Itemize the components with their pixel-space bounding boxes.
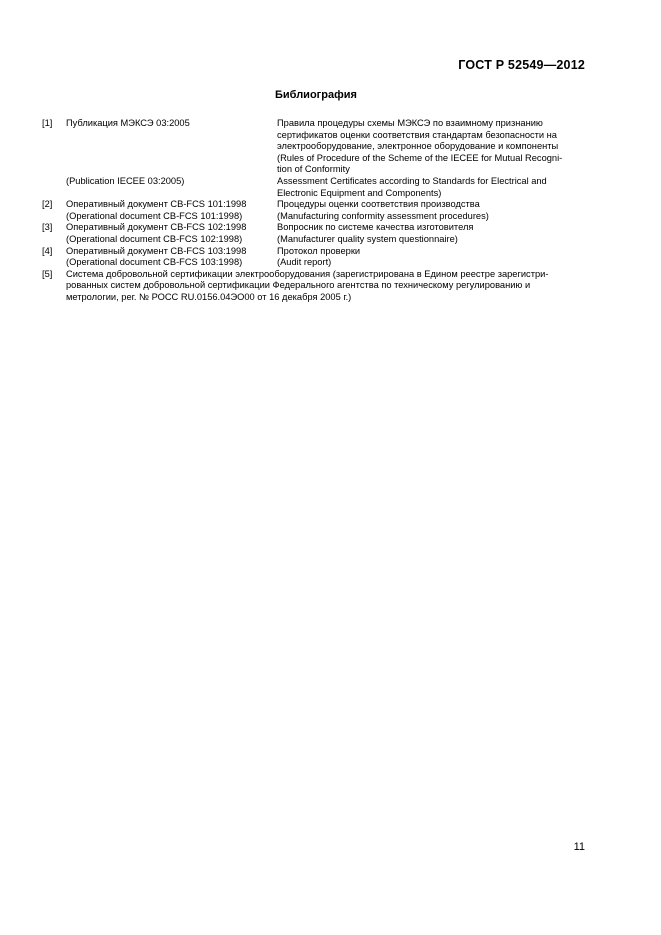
reference-right-text: Electronic Equipment and Components) — [277, 187, 442, 198]
list-item — [42, 246, 587, 269]
reference-right-text: tion of Conformity — [277, 164, 350, 175]
list-item — [42, 269, 587, 304]
reference-number: [4] — [42, 245, 53, 256]
reference-left-text: (Operational document CB-FCS 101:1998) — [66, 210, 243, 221]
reference-right-text: Assessment Certificates according to Standards for Electrical and — [277, 175, 547, 186]
reference-full-text: Система добровольной сертификации электрооборудования (зарегистрирована в Едином реестре зарегистри- — [66, 268, 549, 279]
reference-left-text: Оперативный документ CB-FCS 103:1998 — [66, 245, 247, 256]
reference-right-text: электрооборудование, электронное оборудование и компоненты — [277, 141, 559, 152]
reference-left-text: (Operational document CB-FCS 102:1998) — [66, 233, 243, 244]
reference-right-text: Правила процедуры схемы МЭКСЭ по взаимному признанию — [277, 118, 543, 128]
list-item — [42, 222, 587, 245]
page-title: Библиография — [275, 89, 357, 101]
page-number: 11 — [573, 841, 585, 853]
reference-full-text: рованных систем добровольной сертификации Федерального агентства по техническому регулированию и — [66, 280, 531, 291]
list-item — [42, 118, 587, 199]
bibliography-list — [42, 118, 587, 304]
reference-left-text: Публикация МЭКСЭ 03:2005 — [66, 118, 190, 128]
reference-left-text: (Publication IECEE 03:2005) — [66, 175, 185, 186]
list-item — [42, 199, 587, 222]
reference-right-text: сертификатов оценки соответствия стандартам безопасности на — [277, 129, 557, 140]
reference-right-text: Протокол проверки — [277, 245, 361, 256]
reference-left-text: Оперативный документ CB-FCS 102:1998 — [66, 222, 247, 233]
reference-number: [5] — [42, 268, 53, 279]
reference-left-text: Оперативный документ CB-FCS 101:1998 — [66, 199, 247, 210]
reference-number: [2] — [42, 199, 53, 210]
reference-right-text: Процедуры оценки соответствия производства — [277, 199, 480, 210]
reference-right-text: (Audit report) — [277, 257, 332, 268]
reference-right-text: (Rules of Procedure of the Scheme of the IECEE for Mutual Recogni- — [277, 152, 563, 163]
reference-number: [3] — [42, 222, 53, 233]
reference-number: [1] — [42, 118, 53, 128]
reference-left-text: (Operational document CB-FCS 103:1998) — [66, 257, 243, 268]
reference-full-text: метрологии, рег. № РОСС RU.0156.04ЭО00 от 16 декабря 2005 г.) — [66, 291, 352, 302]
standard-designation: ГОСТ Р 52549—2012 — [458, 58, 585, 72]
reference-right-text: (Manufacturing conformity assessment procedures) — [277, 210, 489, 221]
reference-right-text: Вопросник по системе качества изготовителя — [277, 222, 474, 233]
reference-right-text: (Manufacturer quality system questionnaire) — [277, 233, 458, 244]
